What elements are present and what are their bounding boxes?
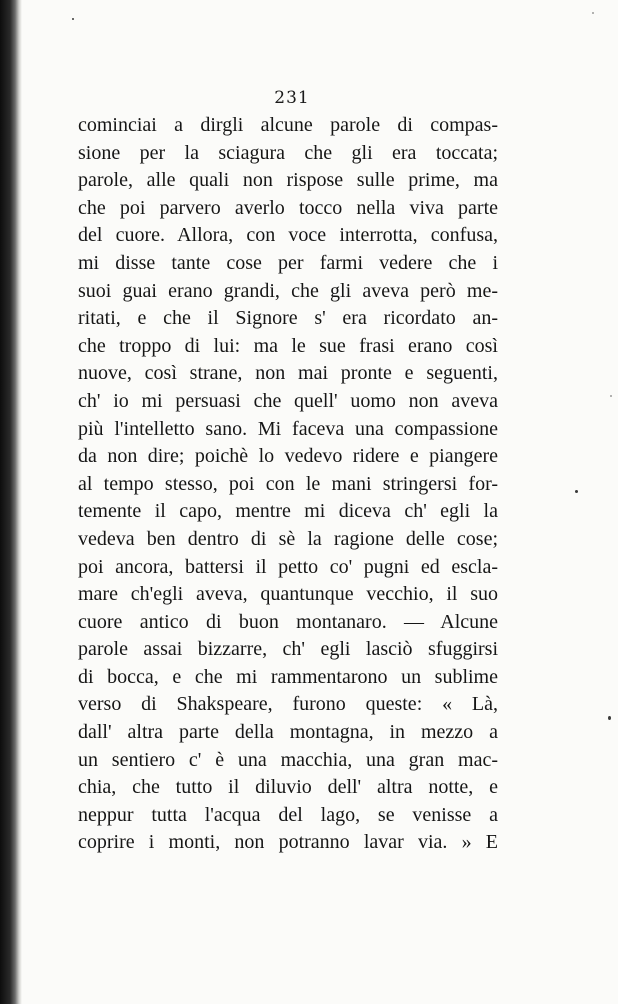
text-line: coprire i monti, non potranno lavar via. » E [78, 831, 498, 854]
text-line: temente il capo, mentre mi diceva ch' egli la [78, 500, 498, 523]
body-text [78, 112, 498, 857]
text-line: parole assai bizzarre, ch' egli lasciò sfuggirsi [78, 638, 498, 661]
text-line: chia, che tutto il diluvio dell' altra notte, e [78, 776, 498, 799]
text-line: nuove, così strane, non mai pronte e seguenti, [78, 362, 498, 385]
text-line: ritati, e che il Signore s' era ricordato an- [78, 307, 498, 330]
text-line: suoi guai erano grandi, che gli aveva però me- [78, 279, 498, 302]
text-line: un sentiero c' è una macchia, una gran mac- [78, 748, 498, 771]
text-line: poi ancora, battersi il petto co' pugni ed escla- [78, 555, 498, 578]
paper-speck [575, 490, 578, 493]
text-line: cominciai a dirgli alcune parole di compas- [78, 114, 498, 136]
text-line: da non dire; poichè lo vedevo ridere e piangere [78, 445, 498, 468]
text-line: parole, alle quali non rispose sulle prime, ma [78, 169, 498, 192]
paper-speck [608, 716, 611, 720]
text-line: che poi parvero averlo tocco nella viva parte [78, 196, 498, 219]
text-line: che troppo di lui: ma le sue frasi erano così [78, 334, 498, 357]
paper-speck [592, 12, 594, 14]
binding-shadow [0, 0, 22, 1004]
text-line: verso di Shakspeare, furono queste: « Là, [78, 693, 498, 716]
text-line: cuore antico di buon montanaro. — Alcune [78, 610, 498, 633]
text-line: del cuore. Allora, con voce interrotta, confusa, [78, 224, 498, 247]
text-line: neppur tutta l'acqua del lago, se venisse a [78, 803, 498, 826]
text-line: di bocca, e che mi rammentarono un sublime [78, 665, 498, 688]
text-line: mi disse tante cose per farmi vedere che i [78, 251, 498, 274]
text-line: ch' io mi persuasi che quell' uomo non aveva [78, 389, 498, 412]
text-line: sione per la sciagura che gli era toccata; [78, 141, 498, 164]
text-line: vedeva ben dentro di sè la ragione delle cose; [78, 527, 498, 550]
paper-speck [610, 395, 612, 397]
text-line: al tempo stesso, poi con le mani stringersi for- [78, 472, 498, 495]
text-line: più l'intelletto sano. Mi faceva una compassione [78, 417, 498, 440]
text-line: mare ch'egli aveva, quantunque vecchio, il suo [78, 583, 498, 606]
paper-speck [72, 18, 74, 20]
text-line: dall' altra parte della montagna, in mezzo a [78, 721, 498, 744]
page-number: 231 [274, 88, 310, 108]
